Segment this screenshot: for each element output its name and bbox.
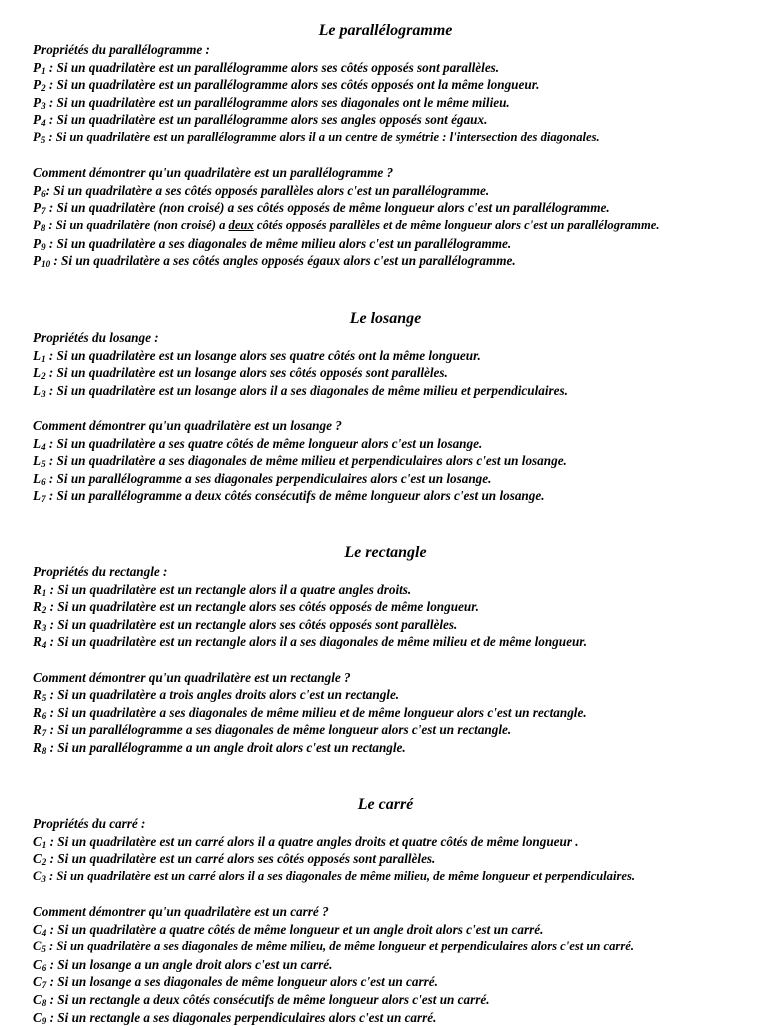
statement-index: 3	[41, 622, 47, 633]
statement-c1	[33, 833, 763, 851]
statement-index: 4	[41, 118, 46, 129]
statement-l4	[33, 435, 763, 453]
statement-label	[33, 365, 46, 380]
demonstration-list	[33, 435, 763, 505]
statement-index: 9	[41, 1015, 47, 1026]
section-rectangle	[33, 544, 763, 757]
statement-index: 8	[40, 222, 46, 233]
statement-p9	[33, 235, 763, 253]
statement-letter: P	[33, 182, 42, 198]
demonstration-list	[33, 182, 763, 270]
statement-letter: P	[33, 112, 42, 128]
statement-index: 3	[41, 873, 46, 884]
statement-index: 5	[41, 459, 46, 470]
statement-label	[33, 939, 46, 953]
statement-index: 5	[40, 134, 46, 145]
properties-heading: Propriétés du losange :	[33, 330, 159, 345]
statement-index: 5	[41, 944, 46, 955]
statement-text: : Si un quadrilatère a ses quatre côtés de même longueur alors c'est un losange.	[45, 435, 483, 451]
statement-index: 7	[41, 206, 46, 217]
statement-text: : Si un losange a un angle droit alors c'est un carré.	[46, 956, 333, 972]
statement-label	[33, 77, 46, 92]
statement-letter: C	[33, 833, 42, 849]
statement-text: : Si un quadrilatère a ses diagonales de même milieu alors c'est un parallélogramme.	[45, 235, 512, 251]
statement-index: 7	[41, 494, 46, 505]
statement-text: : Si un quadrilatère est un losange alors ses côtés opposés sont parallèles.	[45, 365, 448, 381]
statement-label	[33, 922, 46, 937]
statement-p10	[33, 252, 763, 270]
statement-index: 3	[41, 388, 46, 399]
statement-r8	[33, 739, 763, 757]
statement-text: : Si un quadrilatère est un parallélogramme alors ses côtés opposés sont parallèles.	[45, 59, 500, 75]
statement-letter: R	[33, 634, 42, 650]
statement-label	[33, 200, 46, 215]
statement-letter: C	[33, 868, 42, 883]
statement-index: 4	[41, 927, 47, 938]
statement-c6	[33, 956, 763, 974]
statement-letter: P	[33, 200, 42, 216]
statement-letter: R	[33, 581, 42, 597]
section-carre	[33, 796, 763, 1026]
statement-label	[33, 705, 46, 720]
statement-label	[33, 1010, 46, 1025]
statement-index: 1	[41, 353, 46, 364]
statement-letter: C	[33, 939, 42, 954]
statement-l2	[33, 364, 763, 382]
statement-index: 2	[41, 83, 46, 94]
statement-label	[33, 992, 46, 1007]
statement-label	[33, 95, 46, 110]
statement-text: : Si un quadrilatère est un losange alors il a ses diagonales de même milieu et perpendiculaires.	[45, 382, 568, 398]
statement-p6	[33, 182, 763, 200]
statement-index: 4	[41, 441, 46, 452]
statement-letter: P	[33, 59, 42, 75]
statement-index: 6	[41, 188, 46, 199]
statement-p2	[33, 76, 763, 94]
statement-r3	[33, 616, 763, 634]
statement-p8	[33, 217, 763, 235]
statement-text: : Si un quadrilatère est un parallélogramme alors il a un centre de symétrie : l'intersection des diagonales.	[45, 129, 600, 144]
demonstration-heading: Comment démontrer qu'un quadrilatère est un parallélogramme ?	[33, 165, 394, 181]
statement-r5	[33, 686, 763, 704]
demonstration-list	[33, 686, 763, 756]
properties-list	[33, 833, 763, 886]
statement-text: : Si un quadrilatère est un rectangle alors il a ses diagonales de même milieu et de même longueur.	[46, 634, 587, 650]
section-title: Le parallélogramme	[318, 22, 453, 39]
statement-letter: R	[33, 687, 42, 703]
statement-label	[33, 634, 46, 649]
statement-label	[33, 851, 46, 866]
statement-c2	[33, 850, 763, 868]
statement-index: 7	[41, 980, 47, 991]
statement-l5	[33, 452, 763, 470]
statement-c7	[33, 973, 763, 991]
statement-text: : Si un quadrilatère est un rectangle alors il a quatre angles droits.	[46, 581, 412, 597]
statement-text: : Si un quadrilatère est un losange alors ses quatre côtés ont la même longueur.	[45, 347, 481, 363]
statement-text: : Si un quadrilatère est un rectangle alors ses côtés opposés de même longueur.	[46, 599, 479, 615]
statement-index: 2	[41, 857, 47, 868]
statement-label	[33, 183, 46, 198]
statement-letter: L	[33, 488, 42, 504]
statement-index: 6	[41, 962, 47, 973]
statement-letter: C	[33, 956, 42, 972]
statement-label	[33, 974, 46, 989]
statement-text: : Si un parallélogramme a ses diagonales perpendiculaires alors c'est un losange.	[45, 470, 492, 486]
statement-label	[33, 471, 46, 486]
statement-label	[33, 869, 46, 883]
statement-letter: L	[33, 382, 42, 398]
statement-letter: R	[33, 616, 42, 632]
statement-label	[33, 436, 46, 451]
statement-l3	[33, 382, 763, 400]
statement-letter: P	[33, 129, 41, 144]
statement-text: : Si un quadrilatère a ses diagonales de même milieu, de même longueur et perpendiculaires alors c'est un carré.	[45, 939, 634, 954]
statement-letter: L	[33, 453, 42, 469]
statement-letter: L	[33, 435, 42, 451]
statement-letter: P	[33, 253, 42, 269]
statement-letter: R	[33, 722, 42, 738]
statement-label	[33, 834, 46, 849]
statement-label	[33, 130, 45, 144]
statement-l1	[33, 347, 763, 365]
properties-list	[33, 59, 763, 147]
statement-label	[33, 453, 46, 468]
statement-text: : Si un rectangle a ses diagonales perpendiculaires alors c'est un carré.	[46, 1009, 437, 1025]
statement-letter: C	[33, 991, 42, 1007]
statement-letter: R	[33, 739, 42, 755]
statement-p5	[33, 129, 763, 147]
statement-index: 5	[41, 693, 47, 704]
statement-label	[33, 488, 46, 503]
statement-label	[33, 582, 46, 597]
statement-label	[33, 253, 50, 268]
statement-letter: R	[33, 599, 42, 615]
statement-label	[33, 599, 46, 614]
demonstration-heading: Comment démontrer qu'un quadrilatère est un losange ?	[33, 417, 342, 433]
statement-text: : Si un quadrilatère a ses diagonales de même milieu et perpendiculaires alors c'est un losange.	[45, 453, 567, 469]
statement-letter: L	[33, 470, 42, 486]
statement-text: : Si un quadrilatère (non croisé) a	[45, 217, 229, 232]
statement-l7	[33, 487, 763, 505]
section-title: Le rectangle	[344, 544, 427, 561]
statement-label	[33, 722, 46, 737]
statement-text: : Si un quadrilatère a ses côtés opposés parallèles alors c'est un parallélogramme.	[45, 182, 490, 198]
statement-text: : Si un quadrilatère a ses côtés angles opposés égaux alors c'est un parallélogramme.	[50, 253, 516, 269]
statement-label	[33, 740, 46, 755]
statement-letter: L	[33, 365, 42, 381]
statement-letter: R	[33, 704, 42, 720]
statement-underlined-word: deux	[228, 217, 254, 232]
properties-heading: Propriétés du carré :	[33, 816, 146, 831]
statement-letter: C	[33, 851, 42, 867]
properties-heading: Propriétés du rectangle :	[33, 564, 168, 579]
statement-label	[33, 60, 46, 75]
properties-list	[33, 581, 763, 651]
properties-heading: Propriétés du parallélogramme :	[33, 42, 210, 57]
statement-label	[33, 687, 46, 702]
statement-letter: C	[33, 1009, 42, 1025]
statement-letter: P	[33, 94, 42, 110]
statement-label	[33, 112, 46, 127]
statement-letter: P	[33, 77, 42, 93]
statement-index: 6	[41, 476, 46, 487]
statement-text: : Si un quadrilatère a quatre côtés de même longueur et un angle droit alors c'est un carré.	[46, 921, 544, 937]
statement-text: : Si un quadrilatère est un carré alors il a ses diagonales de même milieu, de même longueur et perpendiculaires.	[45, 868, 636, 883]
statement-c9	[33, 1009, 763, 1026]
statement-letter: P	[33, 217, 41, 232]
statement-letter: C	[33, 921, 42, 937]
statement-letter: P	[33, 235, 42, 251]
statement-c5	[33, 938, 763, 956]
statement-l6	[33, 470, 763, 488]
statement-text: : Si un parallélogramme a deux côtés consécutifs de même longueur alors c'est un losange.	[45, 488, 545, 504]
section-title: Le carré	[357, 796, 414, 813]
statement-letter: C	[33, 974, 42, 990]
statement-index: 2	[41, 371, 46, 382]
statement-text: : Si un quadrilatère a ses diagonales de même milieu et de même longueur alors c'est un rectangle.	[46, 704, 587, 720]
statement-index: 3	[41, 100, 46, 111]
statement-c4	[33, 921, 763, 939]
demonstration-heading: Comment démontrer qu'un quadrilatère est un rectangle ?	[33, 669, 351, 685]
statement-label	[33, 617, 46, 632]
statement-label	[33, 236, 46, 251]
statement-index: 8	[41, 745, 47, 756]
section-title: Le losange	[349, 310, 422, 327]
statement-index: 2	[41, 605, 47, 616]
statement-text: : Si un parallélogramme a ses diagonales de même longueur alors c'est un rectangle.	[46, 722, 512, 738]
properties-list	[33, 347, 763, 400]
statement-p1	[33, 59, 763, 77]
statement-index: 1	[41, 65, 46, 76]
statement-p4	[33, 111, 763, 129]
demonstration-list	[33, 921, 763, 1026]
statement-index: 1	[41, 839, 47, 850]
statement-index: 8	[41, 997, 47, 1008]
statement-c3	[33, 868, 763, 886]
statement-text: : Si un quadrilatère est un rectangle alors ses côtés opposés sont parallèles.	[46, 616, 458, 632]
statement-p3	[33, 94, 763, 112]
statement-index: 4	[41, 640, 47, 651]
statement-text: : Si un quadrilatère est un parallélogramme alors ses côtés opposés ont la même longueur.	[45, 77, 540, 93]
statement-p7	[33, 199, 763, 217]
statement-label	[33, 957, 46, 972]
statement-text: : Si un quadrilatère est un parallélogramme alors ses diagonales ont le même milieu.	[45, 94, 510, 110]
statement-text: : Si un quadrilatère est un parallélogramme alors ses angles opposés sont égaux.	[45, 112, 488, 128]
statement-text: : Si un losange a ses diagonales de même longueur alors c'est un carré.	[46, 974, 438, 990]
statement-letter: L	[33, 347, 42, 363]
statement-text: : Si un quadrilatère est un carré alors il a quatre angles droits et quatre côtés de même longueur .	[46, 833, 579, 849]
statement-text: côtés opposés parallèles et de même longueur alors c'est un parallélogramme.	[253, 217, 660, 232]
section-parallelogramme	[33, 22, 763, 270]
statement-label	[33, 218, 45, 232]
statement-text: : Si un parallélogramme a un angle droit alors c'est un rectangle.	[46, 739, 406, 755]
section-losange	[33, 310, 763, 505]
statement-c8	[33, 991, 763, 1009]
statement-index: 7	[41, 728, 47, 739]
statement-index: 9	[41, 241, 46, 252]
statement-r4	[33, 633, 763, 651]
statement-text: : Si un quadrilatère est un carré alors ses côtés opposés sont parallèles.	[46, 851, 436, 867]
statement-text: : Si un quadrilatère a trois angles droits alors c'est un rectangle.	[46, 687, 400, 703]
statement-r1	[33, 581, 763, 599]
statement-label	[33, 348, 46, 363]
statement-index: 6	[41, 710, 47, 721]
statement-text: : Si un rectangle a deux côtés consécutifs de même longueur alors c'est un carré.	[46, 991, 490, 1007]
statement-r7	[33, 721, 763, 739]
statement-r2	[33, 598, 763, 616]
statement-r6	[33, 704, 763, 722]
statement-label	[33, 383, 46, 398]
statement-text: : Si un quadrilatère (non croisé) a ses côtés opposés de même longueur alors c'est un parallélogramme.	[45, 200, 610, 216]
statement-index: 1	[41, 587, 47, 598]
demonstration-heading: Comment démontrer qu'un quadrilatère est un carré ?	[33, 903, 329, 919]
statement-index: 10	[41, 259, 51, 270]
